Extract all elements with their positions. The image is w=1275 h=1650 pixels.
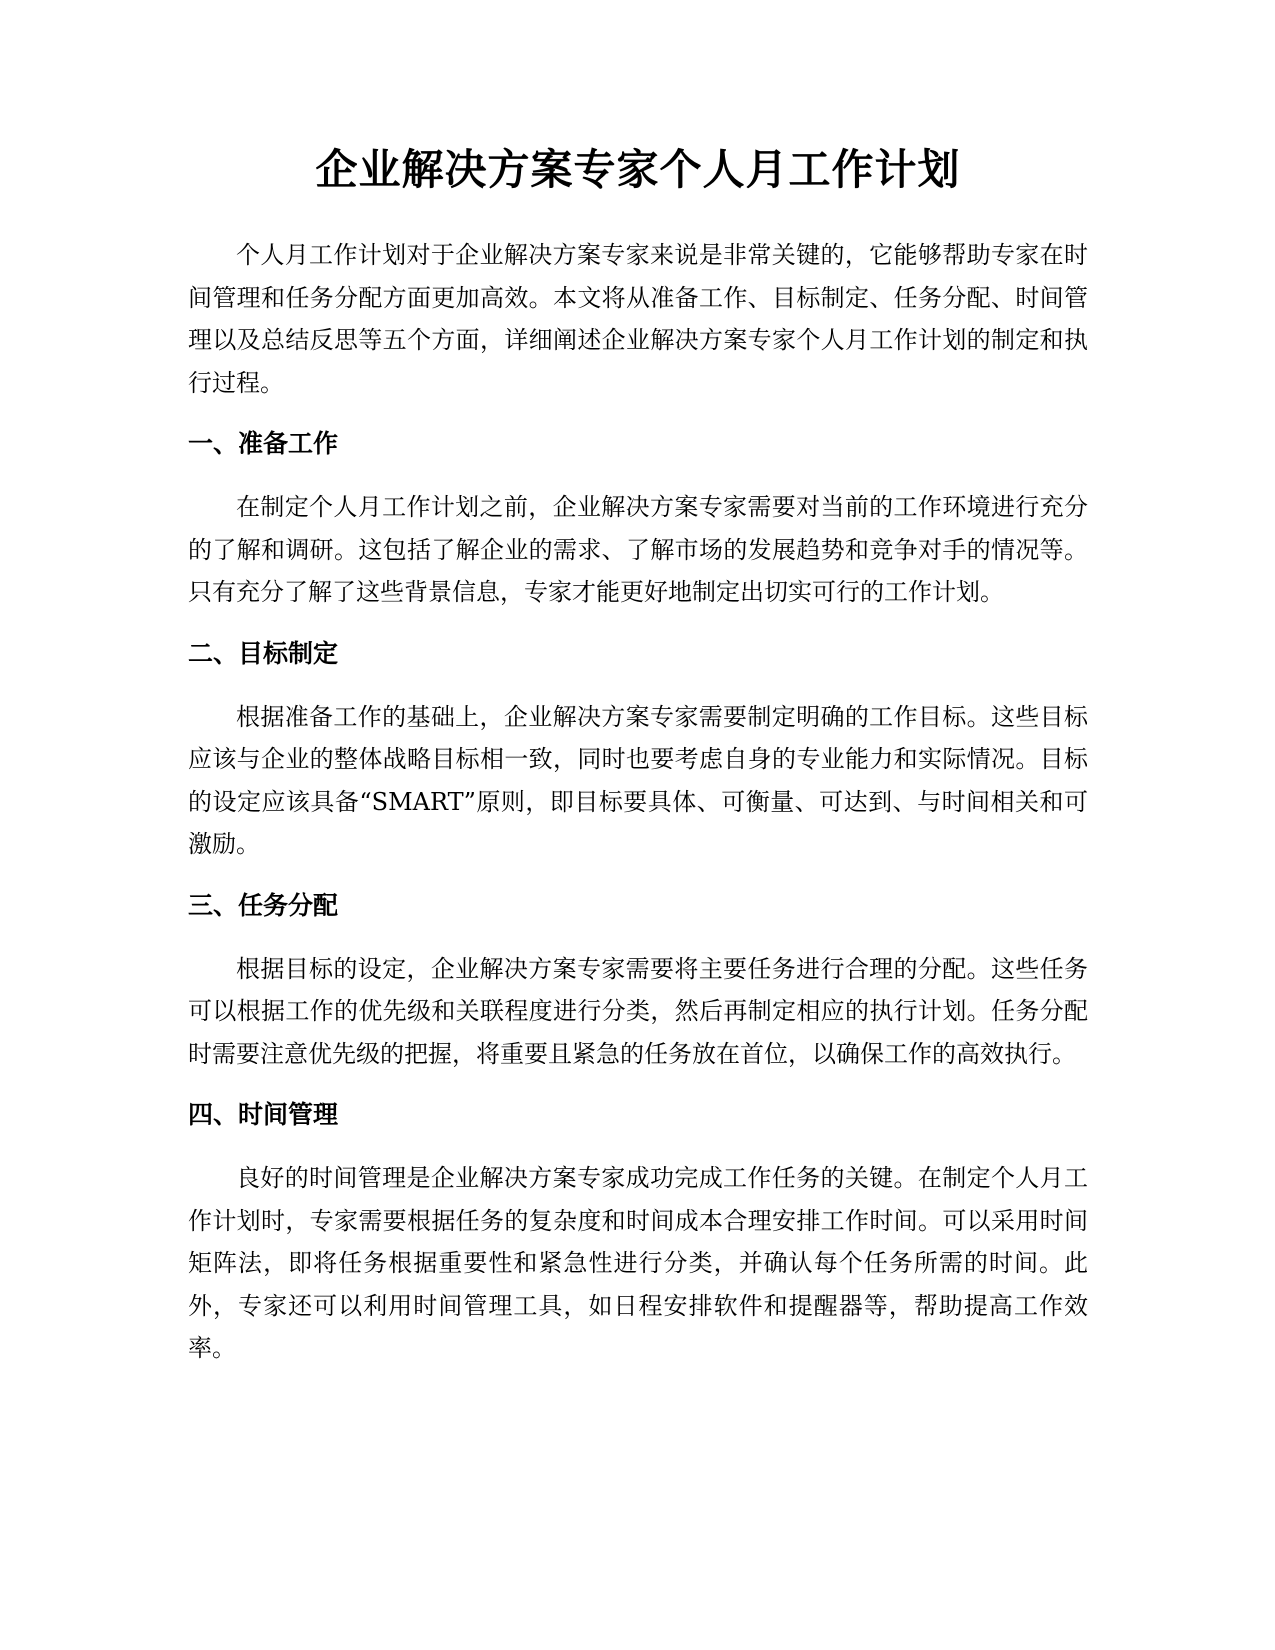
- document-page: [188, 140, 1088, 1370]
- document-title: 企业解决方案专家个人月工作计划: [315, 145, 961, 194]
- section-heading-goals: 二、目标制定: [188, 638, 339, 668]
- section-body-time-management: 良好的时间管理是企业解决方案专家成功完成工作任务的关键。在制定个人月工作计划时，专家需要根据任务的复杂度和时间成本合理安排工作时间。可以采用时间矩阵法，即将任务根据重要性和紧急性进行分类，并确认每个任务所需的时间。此外，专家还可以利用时间管理工具，如日程安排软件和提醒器等，帮助提高工作效率。: [188, 1164, 1088, 1362]
- section-heading-task-allocation: 三、任务分配: [188, 890, 339, 920]
- section-body-preparation: 在制定个人月工作计划之前，企业解决方案专家需要对当前的工作环境进行充分的了解和调研。这包括了解企业的需求、了解市场的发展趋势和竞争对手的情况等。只有充分了解了这些背景信息，专家才能更好地制定出切实可行的工作计划。: [188, 493, 1088, 606]
- section-body-goals: 根据准备工作的基础上，企业解决方案专家需要制定明确的工作目标。这些目标应该与企业的整体战略目标相一致，同时也要考虑自身的专业能力和实际情况。目标的设定应该具备“SMART”原则，即目标要具体、可衡量、可达到、与时间相关和可激励。: [188, 702, 1088, 858]
- intro-paragraph: 个人月工作计划对于企业解决方案专家来说是非常关键的，它能够帮助专家在时间管理和任务分配方面更加高效。本文将从准备工作、目标制定、任务分配、时间管理以及总结反思等五个方面，详细阐述企业解决方案专家个人月工作计划的制定和执行过程。: [188, 241, 1088, 397]
- section-heading-time-management: 四、时间管理: [188, 1100, 339, 1129]
- section-body-task-allocation: 根据目标的设定，企业解决方案专家需要将主要任务进行合理的分配。这些任务可以根据工作的优先级和关联程度进行分类，然后再制定相应的执行计划。任务分配时需要注意优先级的把握，将重要且紧急的任务放在首位，以确保工作的高效执行。: [188, 954, 1088, 1068]
- section-heading-preparation: 一、准备工作: [188, 429, 339, 458]
